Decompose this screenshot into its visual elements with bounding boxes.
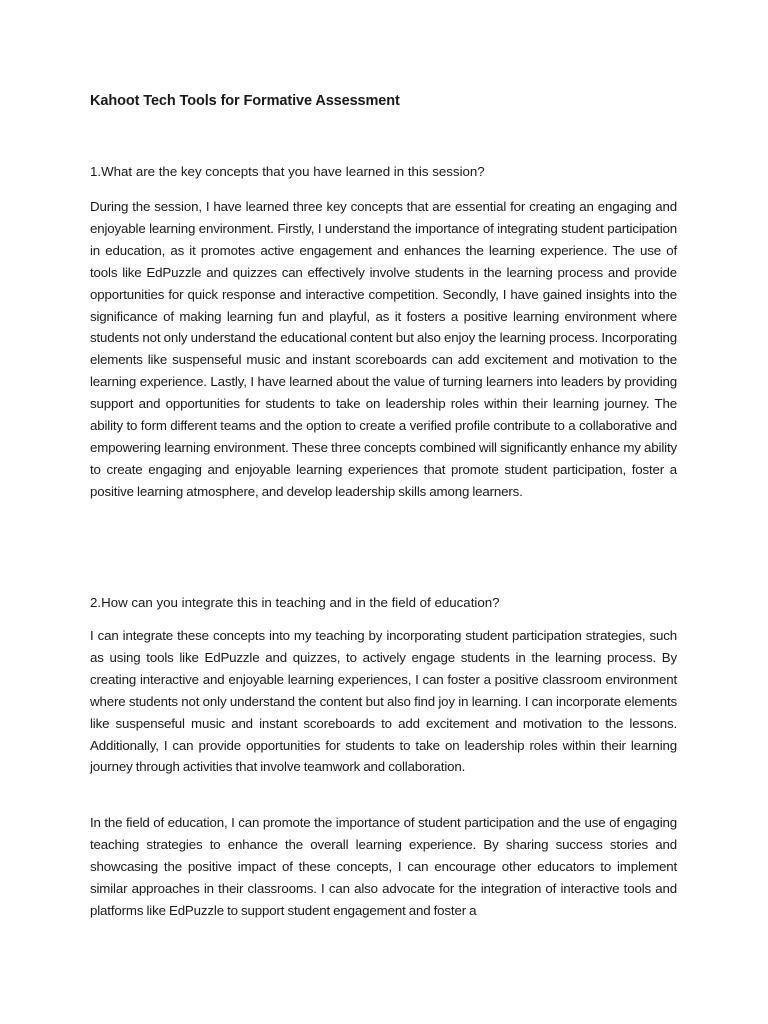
answer-1-paragraph: During the session, I have learned three key concepts that are essential for creating an engaging and enjoyable learning environment. Firstly, I understand the importance of integrating student participation in education, as it promotes active engagement and enhances the learning experience. The use of tools like EdPuzzle and quizzes can effectively involve students in the learning process and provide opportunities for quick response and interactive competition. Secondly, I have gained insights into the significance of making learning fun and playful, as it fosters a positive learning environment where students not only understand the educational content but also enjoy the learning process. Incorporating elements like suspenseful music and instant scoreboards can add excitement and motivation to the learning experience. Lastly, I have learned about the value of turning learners into leaders by providing support and opportunities for students to take on leadership roles within their learning journey. The ability to form different teams and the option to create a verified profile contribute to a collaborative and empowering learning environment. These three concepts combined will significantly enhance my ability to create engaging and enjoyable learning experiences that promote student participation, foster a positive learning atmosphere, and develop leadership skills among learners. bbox=[90, 199, 677, 499]
question-2: 2.How can you integrate this in teaching and in the field of education? bbox=[90, 595, 500, 610]
question-1: 1.What are the key concepts that you have learned in this session? bbox=[90, 164, 485, 179]
answer-2-paragraph-2: In the field of education, I can promote the importance of student participation and the use of engaging teaching strategies to enhance the overall learning experience. By sharing success stories and showcasing the positive impact of these concepts, I can encourage other educators to implement similar approaches in their classrooms. I can also advocate for the integration of interactive tools and platforms like EdPuzzle to support student engagement and foster a bbox=[90, 815, 677, 918]
document-title: Kahoot Tech Tools for Formative Assessment bbox=[90, 93, 400, 109]
answer-2-paragraph-1: I can integrate these concepts into my teaching by incorporating student participation strategies, such as using tools like EdPuzzle and quizzes, to actively engage students in the learning process. By creating interactive and enjoyable learning experiences, I can foster a positive classroom environment where students not only understand the content but also find joy in learning. I can incorporate elements like suspenseful music and instant scoreboards to add excitement and motivation to the lessons. Additionally, I can provide opportunities for students to take on leadership roles within their learning journey through activities that involve teamwork and collaboration. bbox=[90, 628, 677, 775]
